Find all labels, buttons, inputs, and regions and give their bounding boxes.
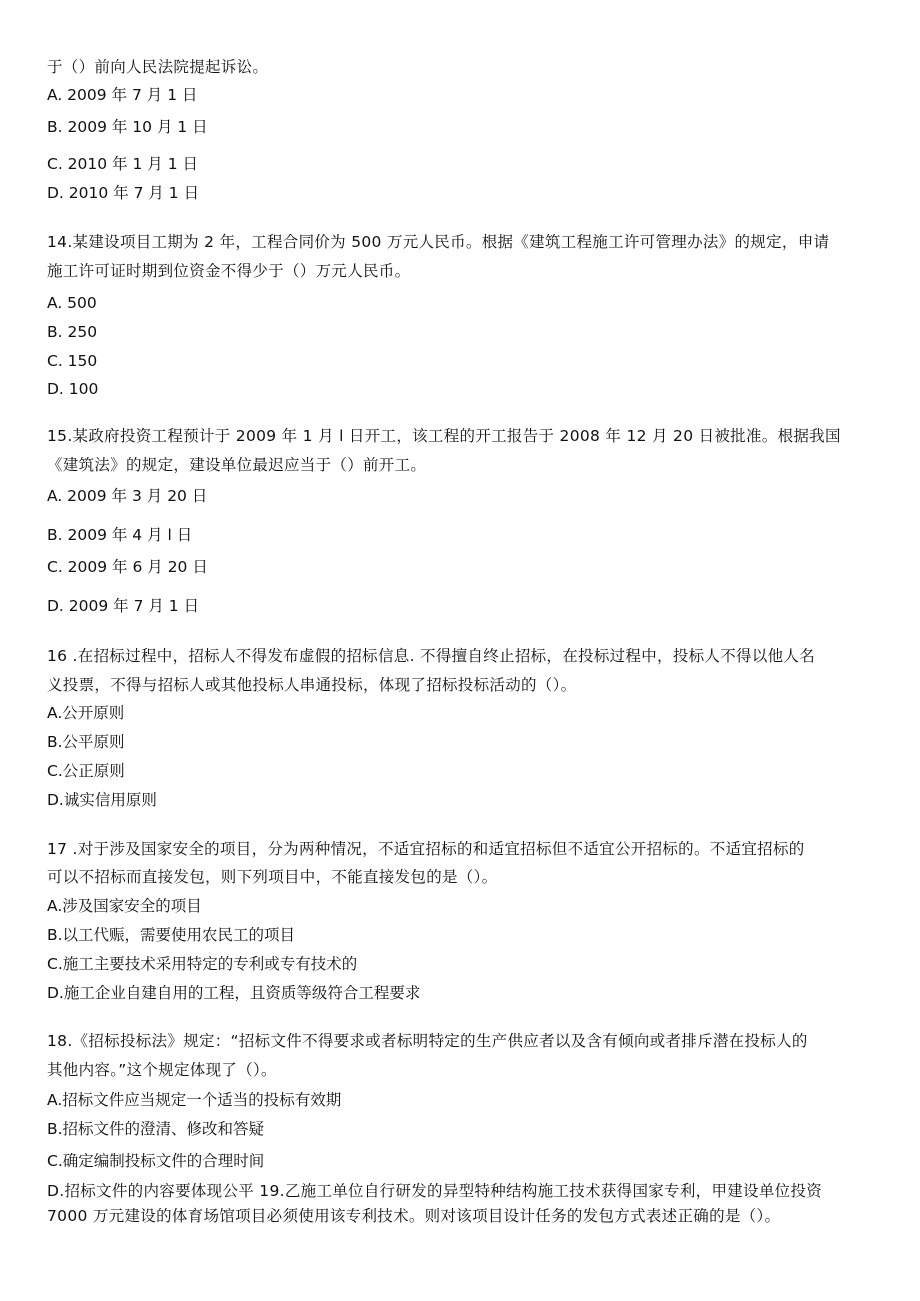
q15-stem-line2: 《建筑法》的规定，建设单位最迟应当于（）前开工。: [47, 456, 427, 474]
q18-option-d-q19-stem: D.招标文件的内容要体现公平 19.乙施工单位自行研发的异型特种结构施工技术获得国家专利，甲建设单位投资: [47, 1182, 823, 1200]
q18-option-a: A.招标文件应当规定一个适当的投标有效期: [47, 1091, 342, 1109]
q16-option-c: C.公正原则: [47, 762, 125, 780]
q15-option-a: A. 2009 年 3 月 20 日: [47, 487, 208, 505]
q16-option-b: B.公平原则: [47, 733, 125, 751]
q14-option-a: A. 500: [47, 294, 97, 312]
q14-stem-line1: 14.某建设项目工期为 2 年，工程合同价为 500 万元人民币。根据《建筑工程施工许可管理办法》的规定，申请: [47, 233, 830, 251]
q18-stem-line2: 其他内容。”这个规定体现了（）。: [47, 1061, 277, 1079]
q14-option-d: D. 100: [47, 380, 99, 398]
q16-stem-line2: 义投票，不得与招标人或其他投标人串通投标，体现了招标投标活动的（）。: [47, 676, 577, 694]
q15-option-d: D. 2009 年 7 月 1 日: [47, 597, 200, 615]
q15-option-c: C. 2009 年 6 月 20 日: [47, 558, 208, 576]
q19-stem-line2: 7000 万元建设的体育场馆项目必须使用该专利技术。则对该项目设计任务的发包方式表述正确的是（）。: [47, 1207, 781, 1225]
q16-option-d: D.诚实信用原则: [47, 791, 157, 809]
q13-option-b: B. 2009 年 10 月 1 日: [47, 118, 208, 136]
q13-stem: 于（）前向人民法院提起诉讼。: [47, 58, 269, 76]
q13-option-c: C. 2010 年 1 月 1 日: [47, 155, 198, 173]
q17-option-c: C.施工主要技术采用特定的专利或专有技术的: [47, 955, 358, 973]
q17-option-d: D.施工企业自建自用的工程，且资质等级符合工程要求: [47, 984, 421, 1002]
q14-option-c: C. 150: [47, 352, 98, 370]
q18-stem-line1: 18.《招标投标法》规定：“招标文件不得要求或者标明特定的生产供应者以及含有倾向或者排斥潜在投标人的: [47, 1032, 808, 1050]
q17-stem-line2: 可以不招标而直接发包，则下列项目中，不能直接发包的是（）。: [47, 868, 498, 886]
q17-option-b: B.以工代赈，需要使用农民工的项目: [47, 926, 296, 944]
q17-option-a: A.涉及国家安全的项目: [47, 897, 202, 915]
q14-option-b: B. 250: [47, 323, 98, 341]
q18-option-b: B.招标文件的澄清、修改和答疑: [47, 1120, 265, 1138]
q18-option-c: C.确定编制投标文件的合理时间: [47, 1152, 265, 1170]
q16-option-a: A.公开原则: [47, 704, 125, 722]
q15-option-b: B. 2009 年 4 月 l 日: [47, 526, 193, 544]
q13-option-a: A. 2009 年 7 月 1 日: [47, 86, 198, 104]
q16-stem-line1: 16 .在招标过程中，招标人不得发布虚假的招标信息. 不得擅自终止招标，在投标过程中，投标人不得以他人名: [47, 647, 816, 665]
q15-stem-line1: 15.某政府投资工程预计于 2009 年 1 月 l 日开工，该工程的开工报告于 2008 年 12 月 20 日被批准。根据我国: [47, 427, 841, 445]
q17-stem-line1: 17 .对于涉及国家安全的项目，分为两种情况，不适宜招标的和适宜招标但不适宜公开招标的。不适宜招标的: [47, 840, 805, 858]
q14-stem-line2: 施工许可证时期到位资金不得少于（）万元人民币。: [47, 262, 411, 280]
q13-option-d: D. 2010 年 7 月 1 日: [47, 184, 200, 202]
